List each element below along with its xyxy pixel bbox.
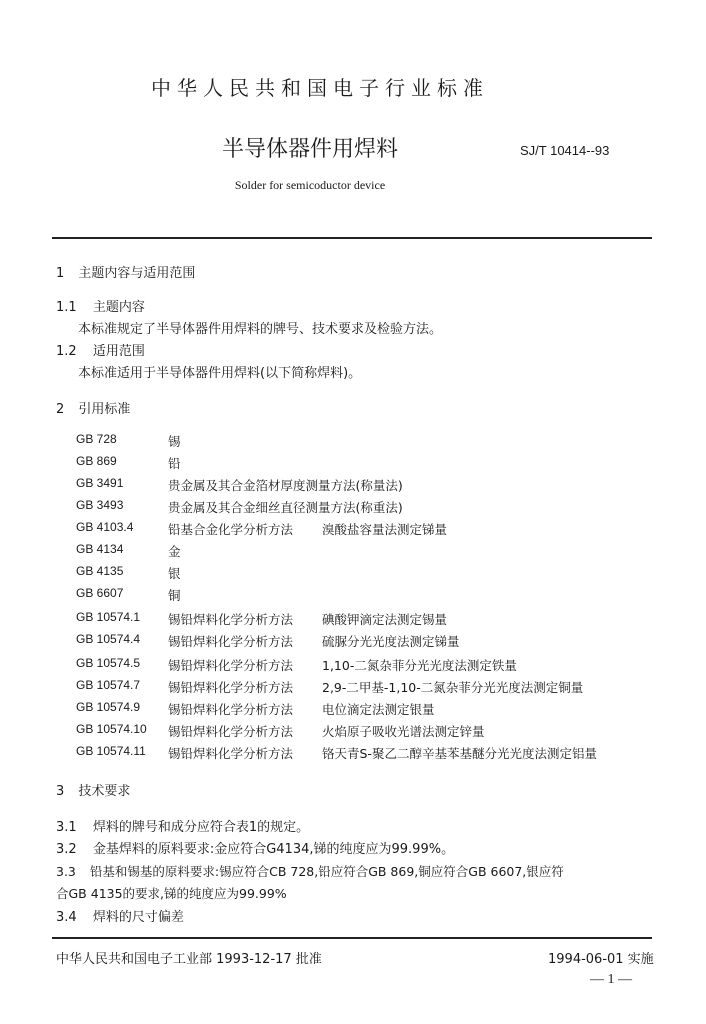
section-text: 铅基和锡基的原料要求:锡应符合CB 728,铅应符合GB 869,铜应符合GB 6607,银应符	[89, 864, 564, 879]
section-number: 1.1	[56, 300, 77, 315]
reference-code: GB 3493	[76, 498, 124, 512]
reference-code: GB 10574.5	[76, 656, 141, 670]
section-3-2	[56, 838, 454, 857]
section-number: 1.2	[56, 344, 77, 359]
reference-code: GB 10574.9	[76, 700, 141, 714]
footer-divider	[52, 937, 652, 939]
section-title: 主题内容	[92, 300, 145, 315]
reference-title: 贵金属及其合金细丝直径测量方法(称重法)	[168, 500, 403, 515]
reference-method: 2,9-二甲基-1,10-二氮杂菲分光光度法测定铜量	[322, 680, 584, 695]
section-number: 2	[56, 402, 65, 417]
section-1-2-heading	[56, 340, 145, 359]
section-text: 焊料的牌号和成分应符合表1的规定。	[92, 820, 310, 835]
reference-method: 火焰原子吸收光谱法测定锌量	[322, 724, 485, 739]
reference-title: 锡铅焊料化学分析方法	[168, 746, 294, 761]
reference-title: 银	[168, 566, 181, 581]
reference-title: 铅	[168, 456, 181, 471]
reference-code: GB 10574.7	[76, 678, 141, 692]
reference-title: 锡铅焊料化学分析方法	[168, 634, 294, 649]
reference-code: GB 6607	[76, 586, 124, 600]
section-title: 引用标准	[78, 402, 131, 417]
reference-title: 贵金属及其合金箔材厚度测量方法(称量法)	[168, 478, 403, 493]
section-title: 技术要求	[78, 784, 131, 799]
section-number: 3.3	[56, 864, 76, 879]
reference-title: 锡铅焊料化学分析方法	[168, 724, 294, 739]
reference-title: 铅基合金化学分析方法	[168, 522, 294, 537]
reference-code: GB 4134	[76, 542, 124, 556]
section-3-3	[56, 862, 564, 880]
english-title: Solder for semicoductor device	[234, 178, 386, 192]
reference-method: 碘酸钾滴定法测定锡量	[322, 612, 448, 627]
approval-date: 中华人民共和国电子工业部 1993-12-17 批准	[56, 952, 322, 967]
section-text: 金基焊料的原料要求:金应符合G4134,锑的纯度应为99.99%。	[92, 842, 455, 857]
section-number: 3.4	[56, 910, 77, 925]
reference-title: 锡铅焊料化学分析方法	[168, 680, 294, 695]
reference-title: 锡	[168, 434, 181, 449]
section-title: 主题内容与适用范围	[78, 266, 196, 281]
reference-code: GB 869	[76, 454, 117, 468]
section-number: 3.2	[56, 842, 77, 857]
reference-title: 铜	[168, 588, 181, 603]
implementation-date: 1994-06-01 实施	[548, 952, 654, 967]
section-3-4	[56, 906, 184, 925]
section-1-1-text: 本标准规定了半导体器件用焊料的牌号、技术要求及检验方法。	[78, 322, 443, 337]
reference-code: GB 4103.4	[76, 520, 134, 534]
reference-title: 金	[168, 544, 181, 559]
reference-code: GB 10574.11	[76, 744, 146, 758]
reference-title: 锡铅焊料化学分析方法	[168, 612, 294, 627]
reference-method: 铬天青S-聚乙二醇辛基苯基醚分光光度法测定铝量	[322, 746, 597, 761]
reference-method: 溴酸盐容量法测定锑量	[322, 522, 448, 537]
reference-code: GB 10574.1	[76, 610, 141, 624]
section-1-2-text: 本标准适用于半导体器件用焊料(以下简称焊料)。	[78, 366, 362, 381]
standard-header: 中华人民共和国电子行业标准	[151, 76, 489, 100]
section-1-heading	[56, 262, 195, 281]
reference-title: 锡铅焊料化学分析方法	[168, 658, 294, 673]
section-text: 焊料的尺寸偏差	[92, 910, 184, 925]
section-3-3-continued: 合GB 4135的要求,锑的纯度应为99.99%	[56, 886, 287, 901]
reference-code: GB 4135	[76, 564, 124, 578]
reference-code: GB 10574.4	[76, 632, 141, 646]
section-number: 3	[56, 784, 65, 799]
standard-code: SJ/T 10414--93	[520, 143, 610, 158]
reference-code: GB 10574.10	[76, 722, 147, 736]
section-3-1	[56, 816, 309, 835]
document-title: 半导体器件用焊料	[221, 137, 398, 162]
section-title: 适用范围	[92, 344, 145, 359]
header-divider	[52, 237, 652, 239]
reference-method: 硫脲分光光度法测定锑量	[322, 634, 460, 649]
reference-method: 电位滴定法测定银量	[322, 702, 435, 717]
section-2-heading	[56, 398, 130, 417]
page-number: — 1 —	[590, 972, 632, 987]
reference-code: GB 3491	[76, 476, 124, 490]
section-3-heading	[56, 780, 130, 799]
section-1-1-heading	[56, 296, 145, 315]
reference-code: GB 728	[76, 432, 117, 446]
section-number: 3.1	[56, 820, 77, 835]
section-number: 1	[56, 266, 65, 281]
reference-title: 锡铅焊料化学分析方法	[168, 702, 294, 717]
reference-method: 1,10-二氮杂菲分光光度法测定铁量	[322, 658, 517, 673]
